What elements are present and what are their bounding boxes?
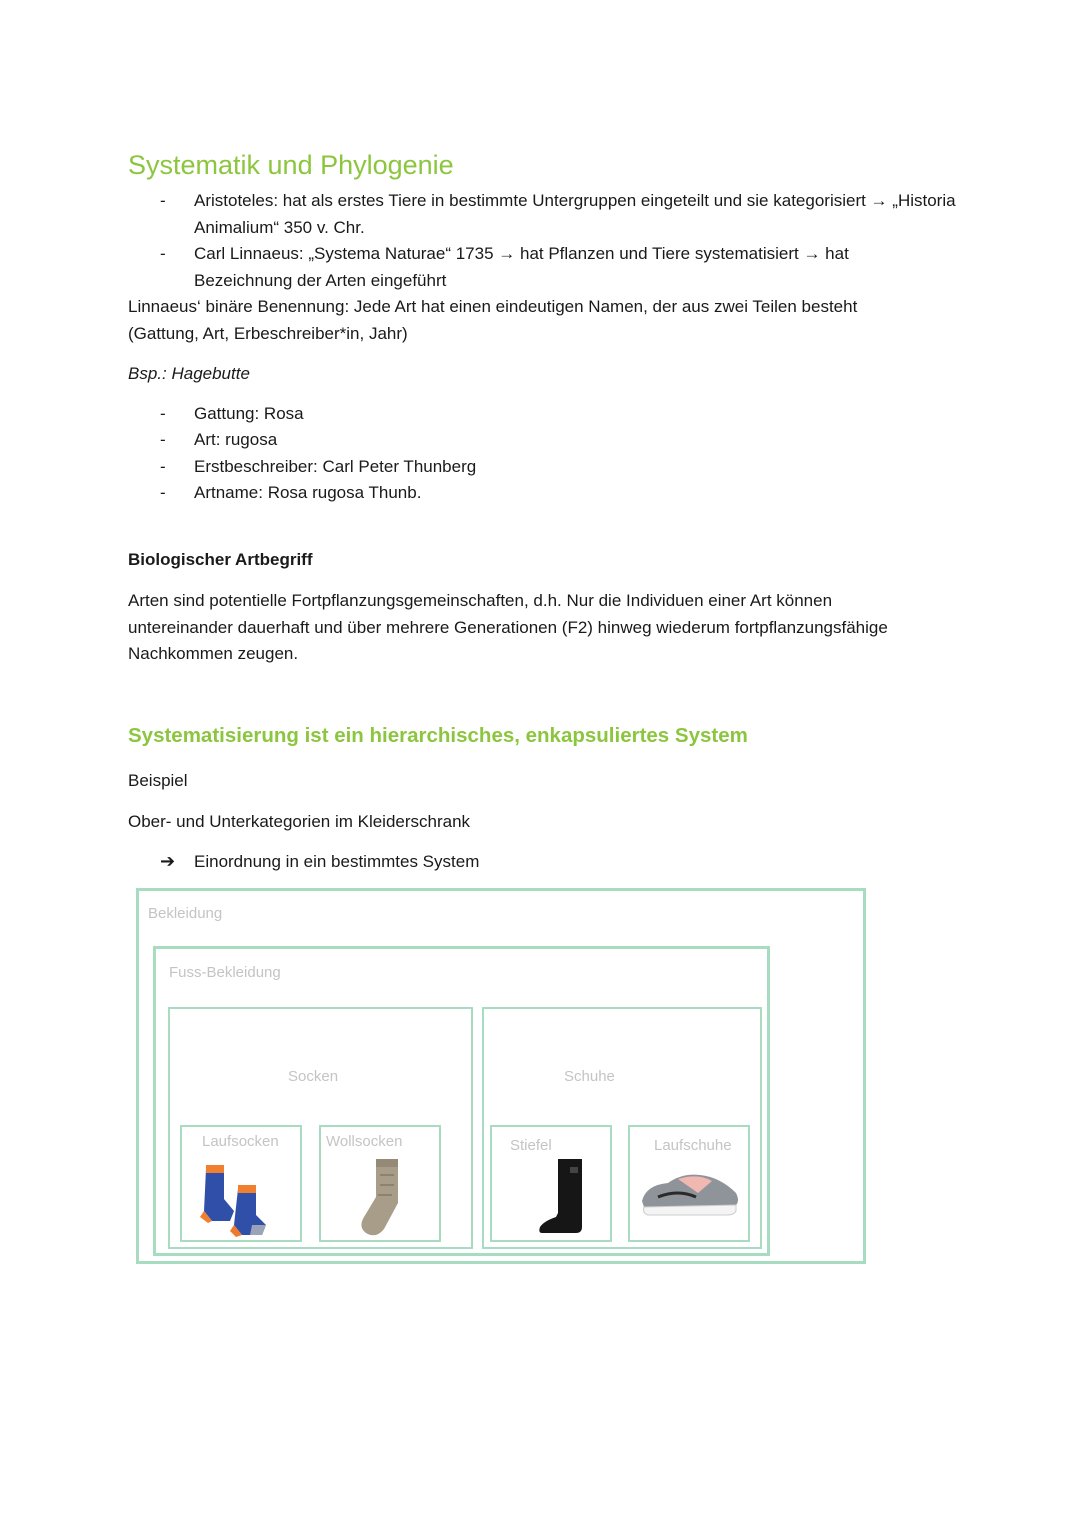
binary-naming-paragraph: Linnaeus‘ binäre Benennung: Jede Art hat einen eindeutigen Namen, der aus zwei Teilen besteht (Gattung, Art, Erbeschreiber*in, Jahr): [128, 297, 858, 343]
arrow-right-icon: ➔: [160, 851, 176, 871]
hierarchy-diagram: [134, 877, 874, 1271]
list-dash: -: [160, 457, 166, 476]
list-item-linnaeus: Carl Linnaeus: „Systema Naturae“ 1735 → hat Pflanzen und Tiere systematisiert → hat Bezeichnung der Arten eingeführt: [194, 244, 849, 290]
bekleidung-label: Bekleidung: [148, 905, 223, 922]
list-dash: -: [160, 191, 166, 210]
schuhe-label: Schuhe: [564, 1068, 615, 1085]
example-label: Bsp.: Hagebutte: [128, 364, 250, 383]
laufsocken-label: Laufsocken: [202, 1133, 279, 1150]
list-dash: -: [160, 244, 166, 263]
sneaker-icon: [638, 1167, 742, 1219]
bio-paragraph: Arten sind potentielle Fortpflanzungsgemeinschaften, d.h. Nur die Individuen einer Art können untereinander dauerhaft und über mehrere Generationen (F2) hinweg wiederum fortpflanzungsfähige Nachkommen zeugen.: [128, 591, 888, 663]
list-dash: -: [160, 430, 166, 449]
beispiel-label: Beispiel: [128, 771, 188, 790]
laufschuhe-label: Laufschuhe: [654, 1137, 732, 1154]
kategorien-text: Ober- und Unterkategorien im Kleiderschrank: [128, 812, 471, 831]
socken-label: Socken: [288, 1068, 339, 1085]
wollsocken-label: Wollsocken: [326, 1133, 403, 1150]
fuss-bekleidung-label: Fuss-Bekleidung: [169, 964, 281, 981]
list-dash: -: [160, 483, 166, 502]
rubber-boot-icon: [536, 1157, 588, 1235]
page-title: Systematik und Phylogenie: [128, 150, 454, 180]
einordnung-text: Einordnung in ein bestimmtes System: [194, 852, 480, 871]
list-item-art: Art: rugosa: [194, 430, 278, 449]
wool-sock-icon: [354, 1155, 410, 1239]
stiefel-label: Stiefel: [510, 1137, 552, 1154]
list-item-artname: Artname: Rosa rugosa Thunb.: [194, 483, 422, 502]
list-dash: -: [160, 404, 166, 423]
system-heading: Systematisierung ist ein hierarchisches, enkapsuliertes System: [128, 724, 748, 747]
list-item-erstbeschreiber: Erstbeschreiber: Carl Peter Thunberg: [194, 457, 477, 476]
list-item-aristoteles: Aristoteles: hat als erstes Tiere in bestimmte Untergruppen eingeteilt und sie kategorisiert → „Historia Animalium“ 350 v. Chr.: [194, 191, 956, 237]
list-item-gattung: Gattung: Rosa: [194, 404, 304, 423]
running-socks-icon: [194, 1159, 272, 1243]
bio-heading: Biologischer Artbegriff: [128, 550, 313, 569]
